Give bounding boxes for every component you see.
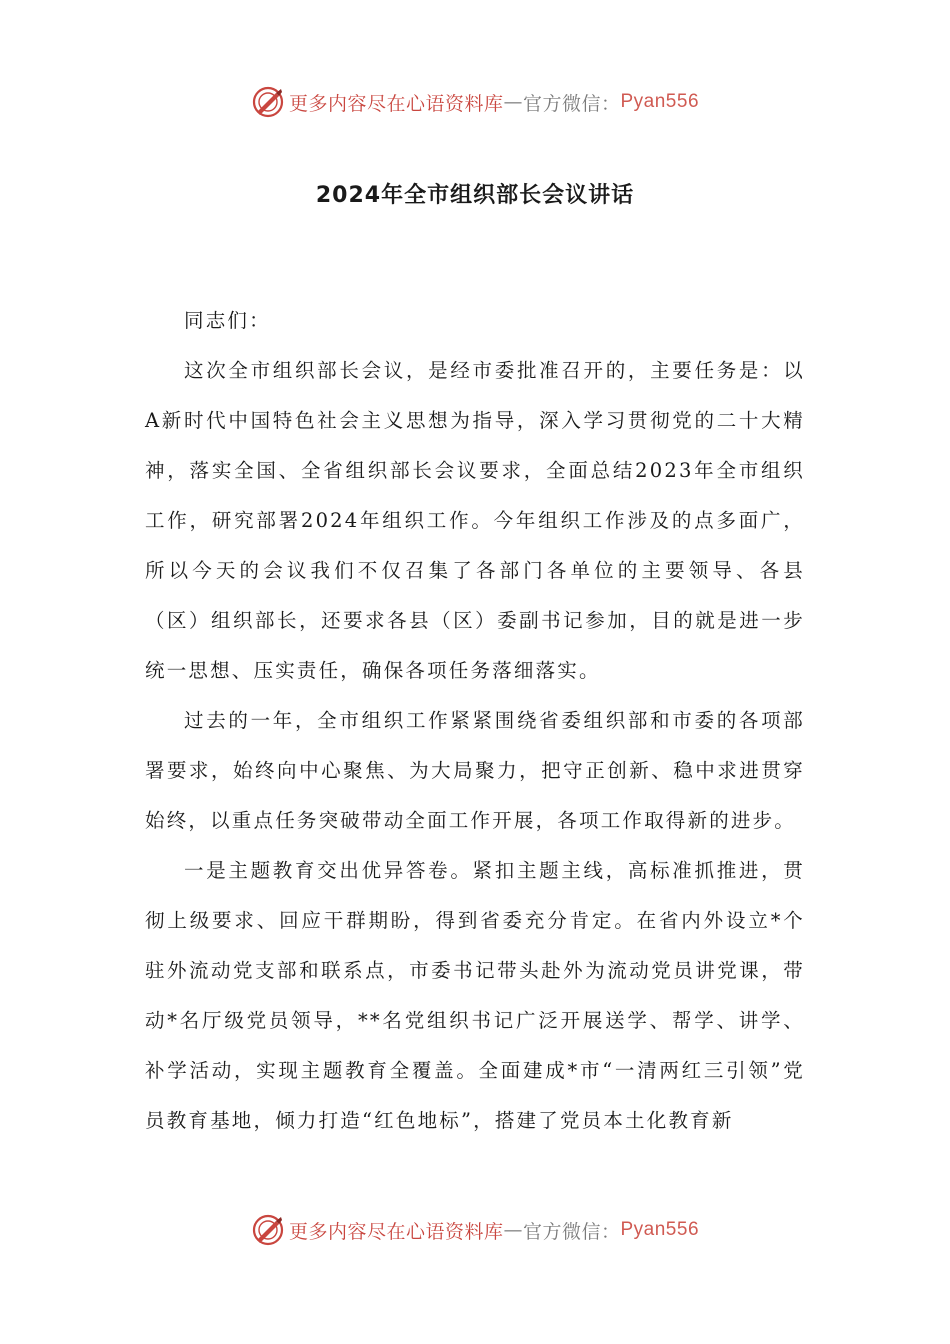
document-title: 2024年全市组织部长会议讲话 xyxy=(315,183,635,208)
salutation: 同志们： xyxy=(184,309,271,332)
brand-logo-icon xyxy=(251,1213,285,1247)
watermark-wechat-label: 官方微信： xyxy=(522,92,621,115)
watermark-separator: — xyxy=(503,1219,523,1241)
watermark-wechat-id: Pyan556 xyxy=(620,1219,700,1240)
paragraph: 这次全市组织部长会议，是经市委批准召开的，主要任务是：以A新时代中国特色社会主义思想为指导，深入学习贯彻党的二十大精神，落实全国、全省组织部长会议要求，全面总结2023年全市组织工作，研究部署2024年组织工作。今年组织工作涉及的点多面广，所以今天的会议我们不仅召集了各部门各单位的主要领导、各县（区）组织部长，还要求各县（区）委副书记参加，目的就是进一步统一思想、压实责任，确保各项任务落细落实。 xyxy=(145,359,805,682)
watermark-wechat-label: 官方微信： xyxy=(522,1220,621,1243)
document-body xyxy=(145,296,805,1146)
brand-logo-icon xyxy=(251,85,285,119)
watermark-footer xyxy=(0,1210,950,1250)
watermark-brand-text: 更多内容尽在心语资料库 xyxy=(288,92,504,115)
watermark-brand-text: 更多内容尽在心语资料库 xyxy=(288,1220,504,1243)
paragraph: 过去的一年，全市组织工作紧紧围绕省委组织部和市委的各项部署要求，始终向中心聚焦、为大局聚力，把守正创新、稳中求进贯穿始终，以重点任务突破带动全面工作开展，各项工作取得新的进步。 xyxy=(145,709,805,832)
watermark-separator: — xyxy=(503,91,523,113)
watermark-header xyxy=(0,82,950,122)
paragraph: 一是主题教育交出优异答卷。紧扣主题主线，高标准抓推进，贯彻上级要求、回应干群期盼，得到省委充分肯定。在省内外设立*个驻外流动党支部和联系点，市委书记带头赴外为流动党员讲党课，带动*名厅级党员领导，**名党组织书记广泛开展送学、帮学、讲学、补学活动，实现主题教育全覆盖。全面建成*市“一清两红三引领”党员教育基地，倾力打造“红色地标”，搭建了党员本土化教育新 xyxy=(145,859,805,1132)
watermark-wechat-id: Pyan556 xyxy=(620,91,700,112)
